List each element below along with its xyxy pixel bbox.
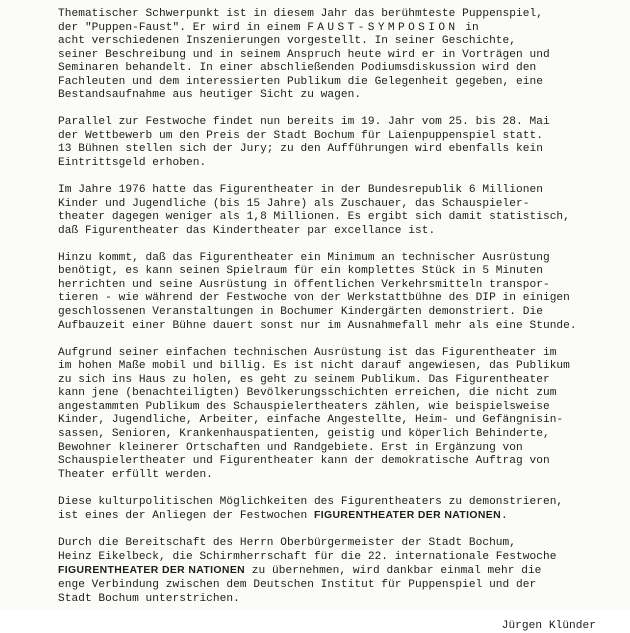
text-line	[58, 184, 614, 198]
text-segment: Durch die Bereitschaft des Herrn Oberbürgermeister der Stadt Bochum,	[58, 537, 517, 550]
text-segment: Bestandsaufnahme aus heutiger Sicht zu wagen.	[58, 89, 362, 102]
festival-name: FIGURENTHEATER DER NATIONEN	[58, 565, 246, 577]
text-segment: Thematischer Schwerpunkt ist in diesem Jahr das berühmteste Puppenspiel,	[58, 8, 543, 20]
text-line	[58, 76, 614, 90]
text-line	[58, 292, 614, 306]
text-segment: der Wettbewerb um den Preis der Stadt Bochum für Laienpuppenspiel statt.	[58, 129, 543, 142]
paragraph	[58, 252, 614, 333]
text-line	[58, 265, 614, 279]
text-segment: im hohen Maße mobil und billig. Es ist nicht darauf angewiesen, das Publikum	[58, 360, 570, 373]
text-segment: Seminaren behandelt. In einer abschließenden Podiumsdiskussion wird den	[58, 62, 537, 75]
text-line	[58, 89, 614, 103]
text-segment: Eintrittsgeld erhoben.	[58, 157, 207, 170]
text-line	[58, 198, 614, 212]
text-line	[58, 387, 614, 401]
text-line	[58, 211, 614, 225]
text-segment: Aufbauzeit einer Bühne dauert sonst nur im Ausnahmefall mehr als eine Stunde.	[58, 319, 577, 332]
text-segment: angestammten Publikum des Schauspielertheaters zählen, wie beispielsweise	[58, 400, 550, 413]
text-segment: Hinzu kommt, daß das Figurentheater ein Minimum an technischer Ausrüstung	[58, 251, 550, 264]
text-segment: daß Figurentheater das Kindertheater par excellance ist.	[58, 224, 436, 237]
text-line	[58, 579, 614, 593]
text-line	[58, 62, 614, 76]
text-segment: herrichten und seine Ausrüstung in öffentlichen Verkehrsmitteln transpor-	[58, 278, 550, 291]
text-line	[58, 414, 614, 428]
text-segment: Heinz Eikelbeck, die Schirmherrschaft für die 22. internationale Festwoche	[58, 550, 557, 563]
text-line	[58, 469, 614, 483]
text-segment: in	[458, 21, 479, 34]
text-segment: sassen, Senioren, Krankenhauspatienten, geistig und köperlich Behinderte,	[58, 427, 550, 440]
text-segment: .	[501, 510, 508, 523]
text-segment: theater dagegen weniger als 1,8 Millionen. Es ergibt sich damit statistisch,	[58, 211, 570, 224]
text-line	[58, 442, 614, 456]
text-line	[58, 252, 614, 266]
text-segment: Fachleuten und dem interessierten Publikum die Gelegenheit gegeben, eine	[58, 75, 543, 88]
text-line	[58, 130, 614, 144]
text-line	[58, 49, 614, 63]
paragraph	[58, 116, 614, 170]
text-line	[58, 455, 614, 469]
festival-name: FIGURENTHEATER DER NATIONEN	[313, 510, 502, 522]
text-segment: der "Puppen-Faust". Er wird in einem	[58, 21, 308, 34]
text-line	[58, 35, 614, 49]
text-segment: Theater erfüllt werden.	[58, 468, 213, 481]
text-line	[58, 509, 614, 524]
text-segment: zu sich ins Haus zu holen, es geht zu seinem Publikum. Das Figurentheater	[58, 373, 550, 386]
paragraph	[58, 496, 614, 524]
text-segment: Aufgrund seiner einfachen technischen Ausrüstung ist das Figurentheater im	[58, 346, 557, 359]
article-body	[58, 8, 614, 633]
text-line	[58, 374, 614, 388]
text-segment: Bewohner kleinerer Ortschaften und Randgebiete. Erst in Ergänzung von	[58, 441, 523, 454]
text-line	[58, 116, 614, 130]
text-line	[58, 306, 614, 320]
symposium-name: FAUST-SYMPOSION	[307, 21, 459, 34]
text-segment: Im Jahre 1976 hatte das Figurentheater in der Bundesrepublik 6 Millionen	[58, 184, 543, 197]
text-segment: 13 Bühnen stellen sich der Jury; zu den Aufführungen wird ebenfalls kein	[58, 143, 543, 156]
text-segment: seiner Beschreibung und in seinem Anspruch heute wird er in Vorträgen und	[58, 48, 550, 61]
text-line	[58, 564, 614, 579]
paragraph	[58, 537, 614, 606]
text-line	[58, 225, 614, 239]
text-segment: geschlossenen Veranstaltungen in Bochumer Kindergärten demonstriert. Die	[58, 306, 543, 319]
text-segment: Kinder, Jugendliche, Arbeiter, einfache Angestellte, Heim- und Gefängnisin-	[58, 414, 564, 427]
text-segment: kann jene (benachteiligten) Bevölkerungsschichten erreichen, die nicht zum	[58, 387, 557, 400]
text-segment: tieren - wie während der Festwoche von der Werkstattbühne des DIP in einigen	[58, 292, 570, 305]
text-segment: Diese kulturpolitischen Möglichkeiten des Figurentheaters zu demonstrieren,	[58, 495, 564, 508]
text-line	[58, 401, 614, 415]
text-line	[58, 22, 614, 36]
text-line	[58, 143, 614, 157]
text-line	[58, 157, 614, 171]
text-line	[58, 593, 614, 607]
text-segment: zu übernehmen, wird dankbar einmal mehr die	[245, 565, 542, 578]
text-line	[58, 347, 614, 361]
text-line	[58, 360, 614, 374]
author-signature: Jürgen Klünder	[501, 619, 596, 632]
text-line	[58, 320, 614, 334]
paragraph	[58, 184, 614, 238]
paragraph	[58, 347, 614, 482]
text-segment: enge Verbindung zwischen dem Deutschen Institut für Puppenspiel und der	[58, 578, 537, 591]
text-segment: Stadt Bochum unterstrichen.	[58, 592, 240, 605]
text-segment: benötigt, es kann seinen Spielraum für ein komplettes Stück in 5 Minuten	[58, 265, 543, 278]
text-line	[58, 551, 614, 565]
text-segment: Schauspielertheater und Figurentheater kann der demokratische Auftrag von	[58, 455, 550, 468]
text-line	[58, 496, 614, 510]
text-line	[58, 8, 614, 22]
paragraph	[58, 8, 614, 103]
text-segment: acht verschiedenen Inszenierungen vorgestellt. In seiner Geschichte,	[58, 35, 517, 48]
text-line	[58, 428, 614, 442]
text-line	[58, 537, 614, 551]
text-segment: Parallel zur Festwoche findet nun bereits im 19. Jahr vom 25. bis 28. Mai	[58, 116, 550, 129]
text-segment: Kinder und Jugendliche (bis 15 Jahre) als Zuschauer, das Schauspieler-	[58, 197, 530, 210]
text-segment: ist eines der Anliegen der Festwochen	[58, 510, 314, 523]
text-line	[58, 279, 614, 293]
